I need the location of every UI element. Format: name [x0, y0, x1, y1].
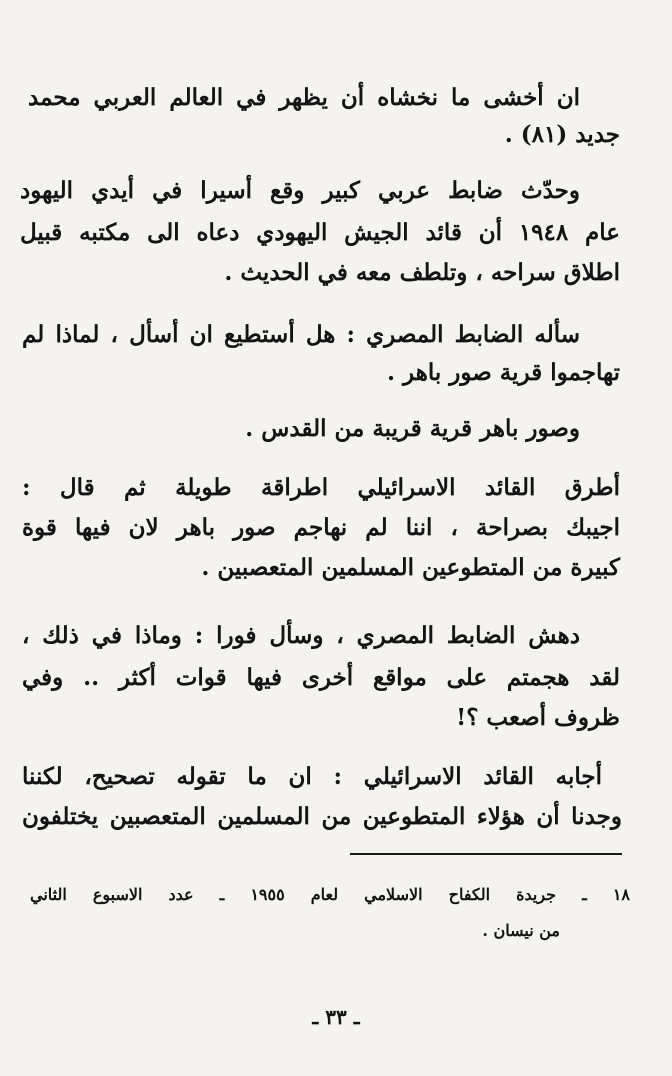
page-number: ـ ٣٣ ـ — [312, 1005, 360, 1029]
paragraph-4-line-1: وصور باهر قرية قريبة من القدس . — [245, 415, 580, 442]
paragraph-1-line-1: ان أخشى ما نخشاه أن يظهر في العالم العربي محمد — [28, 84, 580, 111]
paragraph-5-line-1: أطرق القائد الاسرائيلي اطراقة طويلة ثم قال : — [22, 474, 620, 501]
footnote-line-1: ١٨ ـ جريدة الكفاح الاسلامي لعام ١٩٥٥ ـ عدد الاسبوع الثاني — [30, 885, 630, 904]
paragraph-7-line-1: أجابه القائد الاسرائيلي : ان ما تقوله تصحيح، لكننا — [22, 763, 602, 790]
paragraph-2-line-3: اطلاق سراحه ، وتلطف معه في الحديث . — [224, 259, 620, 286]
paragraph-3-line-1: سأله الضابط المصري : هل أستطيع ان أسأل ، لماذا لم — [22, 321, 580, 348]
paragraph-5-line-3: كبيرة من المتطوعين المسلمين المتعصبين . — [201, 554, 620, 581]
paragraph-6-line-3: ظروف أصعب ؟! — [456, 704, 620, 731]
paragraph-1-line-2: جديد (٨١) . — [504, 121, 620, 148]
paragraph-2-line-1: وحدّث ضابط عربي كبير وقع أسيرا في أيدي اليهود — [20, 177, 580, 204]
paragraph-2-line-2: عام ١٩٤٨ أن قائد الجيش اليهودي دعاه الى مكتبه قبيل — [20, 219, 620, 246]
paragraph-7-line-2: وجدنا أن هؤلاء المتطوعين من المسلمين المتعصبين يختلفون — [22, 803, 622, 830]
paragraph-3-line-2: تهاجموا قرية صور باهر . — [387, 359, 620, 386]
footnote-separator — [350, 853, 622, 855]
footnote-line-2: من نيسان . — [482, 921, 560, 940]
paragraph-5-line-2: اجيبك بصراحة ، اننا لم نهاجم صور باهر لان فيها قوة — [22, 514, 620, 541]
paragraph-6-line-2: لقد هجمتم على مواقع أخرى فيها قوات أكثر .. وفي — [22, 664, 620, 691]
paragraph-6-line-1: دهش الضابط المصري ، وسأل فورا : وماذا في ذلك ، — [22, 622, 580, 649]
